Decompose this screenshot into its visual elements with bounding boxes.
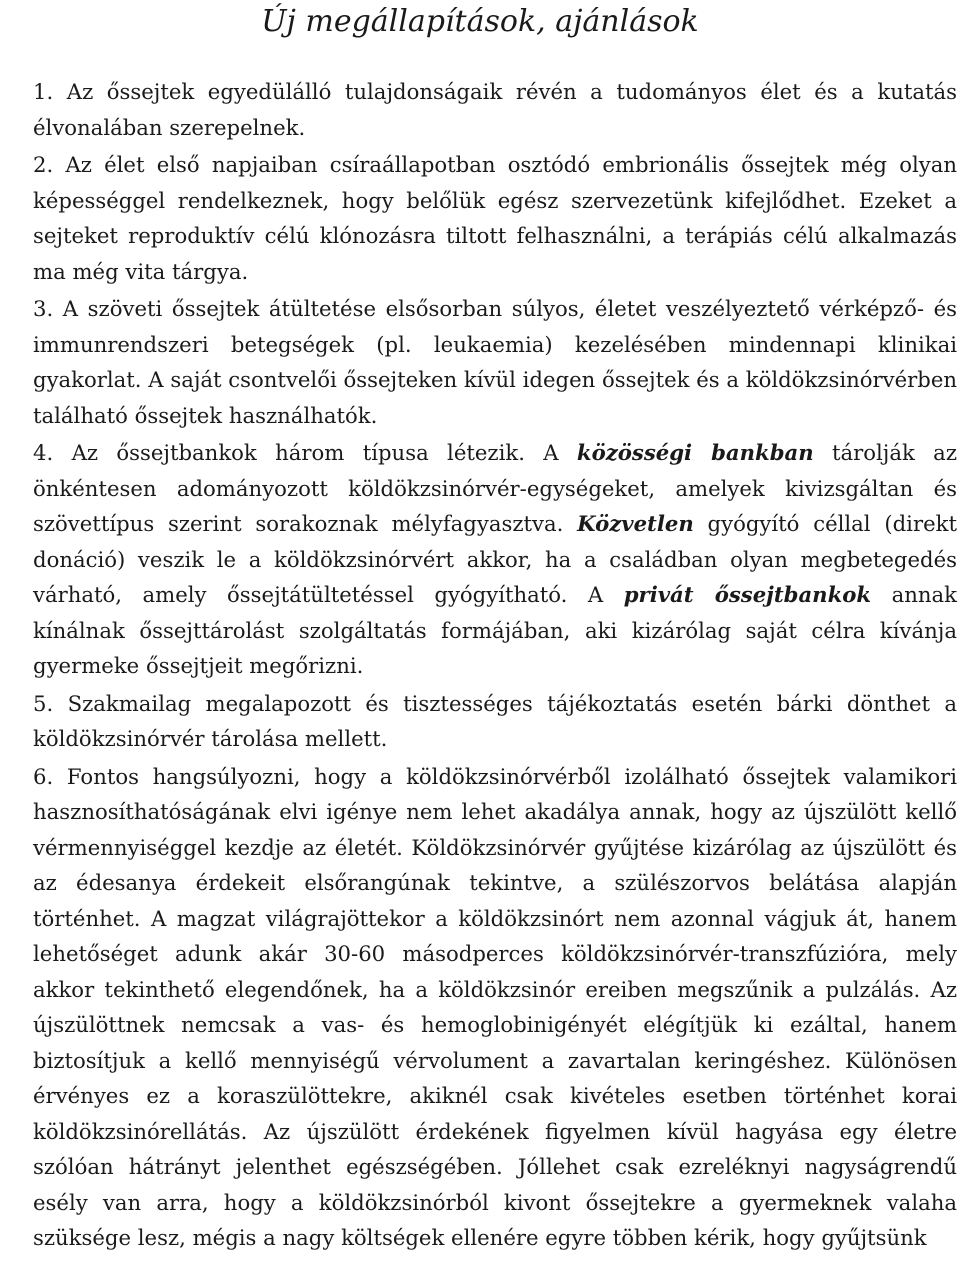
emphasis-community-bank: közösségi bankban bbox=[576, 440, 814, 465]
item-text-part: annak kínálnak őssejttárolást szolgáltatás formájában, aki kizárólag saját célra kívánja gyermeke őssejtjeit megőrizni. bbox=[33, 582, 957, 678]
item-text-part: tárolják az önkéntesen adományozott köldökzsinórvér-egységeket, amelyek kivizsgáltan és szövettípus szerint sorakoznak mélyfagyasztva. bbox=[33, 440, 957, 536]
item-text: Szakmailag megalapozott és tisztességes tájékoztatás esetén bárki dönthet a köldökzsinórvér tárolása mellett. bbox=[33, 690, 958, 751]
item-text-part: gyógyító céllal (direkt donáció) veszik le a köldökzsinórvért akkor, ha a családban olyan megbetegedés várható, amely őssejtátültetéssel gyógyítható. A bbox=[33, 511, 957, 607]
item-number: 6. bbox=[33, 763, 67, 789]
item-text: Fontos hangsúlyozni, hogy a köldökzsinórvérből izolálható őssejtek valamikori hasznosíthatóságának elvi igénye nem lehet akadálya annak, hogy az újszülött kellő vérmennyiséggel kezdje az életét. Köldökzsinórvér gyűjtése kizárólag az újszülött és az édesanya érdekeit elsőrangúnak tekintve, a szülészorvos belátása alapján történhet. A magzat világrajöttekor a köldökzsinórt nem azonnal vágjuk át, hanem lehetőséget adunk akár 30-60 másodperces köldökzsinórvér-transzfúzióra, mely akkor tekinthető elegendőnek, ha a köldökzsinór ereiben megszűnik a pulzálás. Az újszülöttnek nemcsak a vas- és hemoglobinigényét elégítjük ki ezáltal, hanem biztosítjuk a kellő mennyiségű vérvolument a zavartalan keringéshez. Különösen érvényes ez a koraszülöttekre, akiknél csak kivételes esetben történhet korai köldökzsinórellátás. Az újszülött érdekének figyelmen kívül hagyása egy életre szólóan hátrányt jelenthet egészségében. Jóllehet csak ezreléknyi nagyságrendű esély van arra, hogy a köldökzsinórból kivont őssejtekre a gyermeknek valaha szüksége lesz, mégis a nagy költségek ellenére egyre többen kérik, hogy gyűjtsünk bbox=[33, 763, 957, 1250]
page-title: Új megállapítások, ajánlások bbox=[261, 4, 699, 39]
list-item bbox=[33, 435, 957, 684]
item-text: Az őssejtek egyedülálló tulajdonságaik révén a tudományos élet és a kutatás élvonalában szerepelnek. bbox=[33, 79, 958, 140]
item-text bbox=[33, 440, 957, 678]
item-number: 5. bbox=[33, 690, 68, 716]
findings-list bbox=[33, 74, 957, 1258]
list-item bbox=[33, 147, 957, 289]
emphasis-direct: Közvetlen bbox=[577, 511, 694, 536]
item-number: 1. bbox=[33, 79, 67, 104]
list-item bbox=[33, 74, 957, 145]
list-item bbox=[33, 291, 957, 433]
item-number: 3. bbox=[33, 296, 63, 321]
item-text-part: Az őssejtbankok három típusa létezik. A bbox=[71, 440, 577, 465]
list-item bbox=[33, 686, 957, 757]
item-number: 2. bbox=[33, 152, 66, 177]
list-item bbox=[33, 759, 957, 1256]
item-text: Az élet első napjaiban csíraállapotban osztódó embrionális őssejtek még olyan képességgel rendelkeznek, hogy belőlük egész szervezetünk kifejlődhet. Ezeket a sejteket reproduktív célú klónozásra tiltott felhasználni, a terápiás célú alkalmazás ma még vita tárgya. bbox=[33, 152, 957, 284]
item-text: A szöveti őssejtek átültetése elsősorban súlyos, életet veszélyeztető vérképző- és immunrendszeri betegségek (pl. leukaemia) kezelésében mindennapi klinikai gyakorlat. A saját csontvelői őssejteken kívül idegen őssejtek és a köldökzsinórvérben található őssejtek használhatók. bbox=[33, 296, 958, 428]
item-number: 4. bbox=[33, 440, 72, 465]
emphasis-private-banks: privát őssejtbankok bbox=[623, 582, 872, 607]
